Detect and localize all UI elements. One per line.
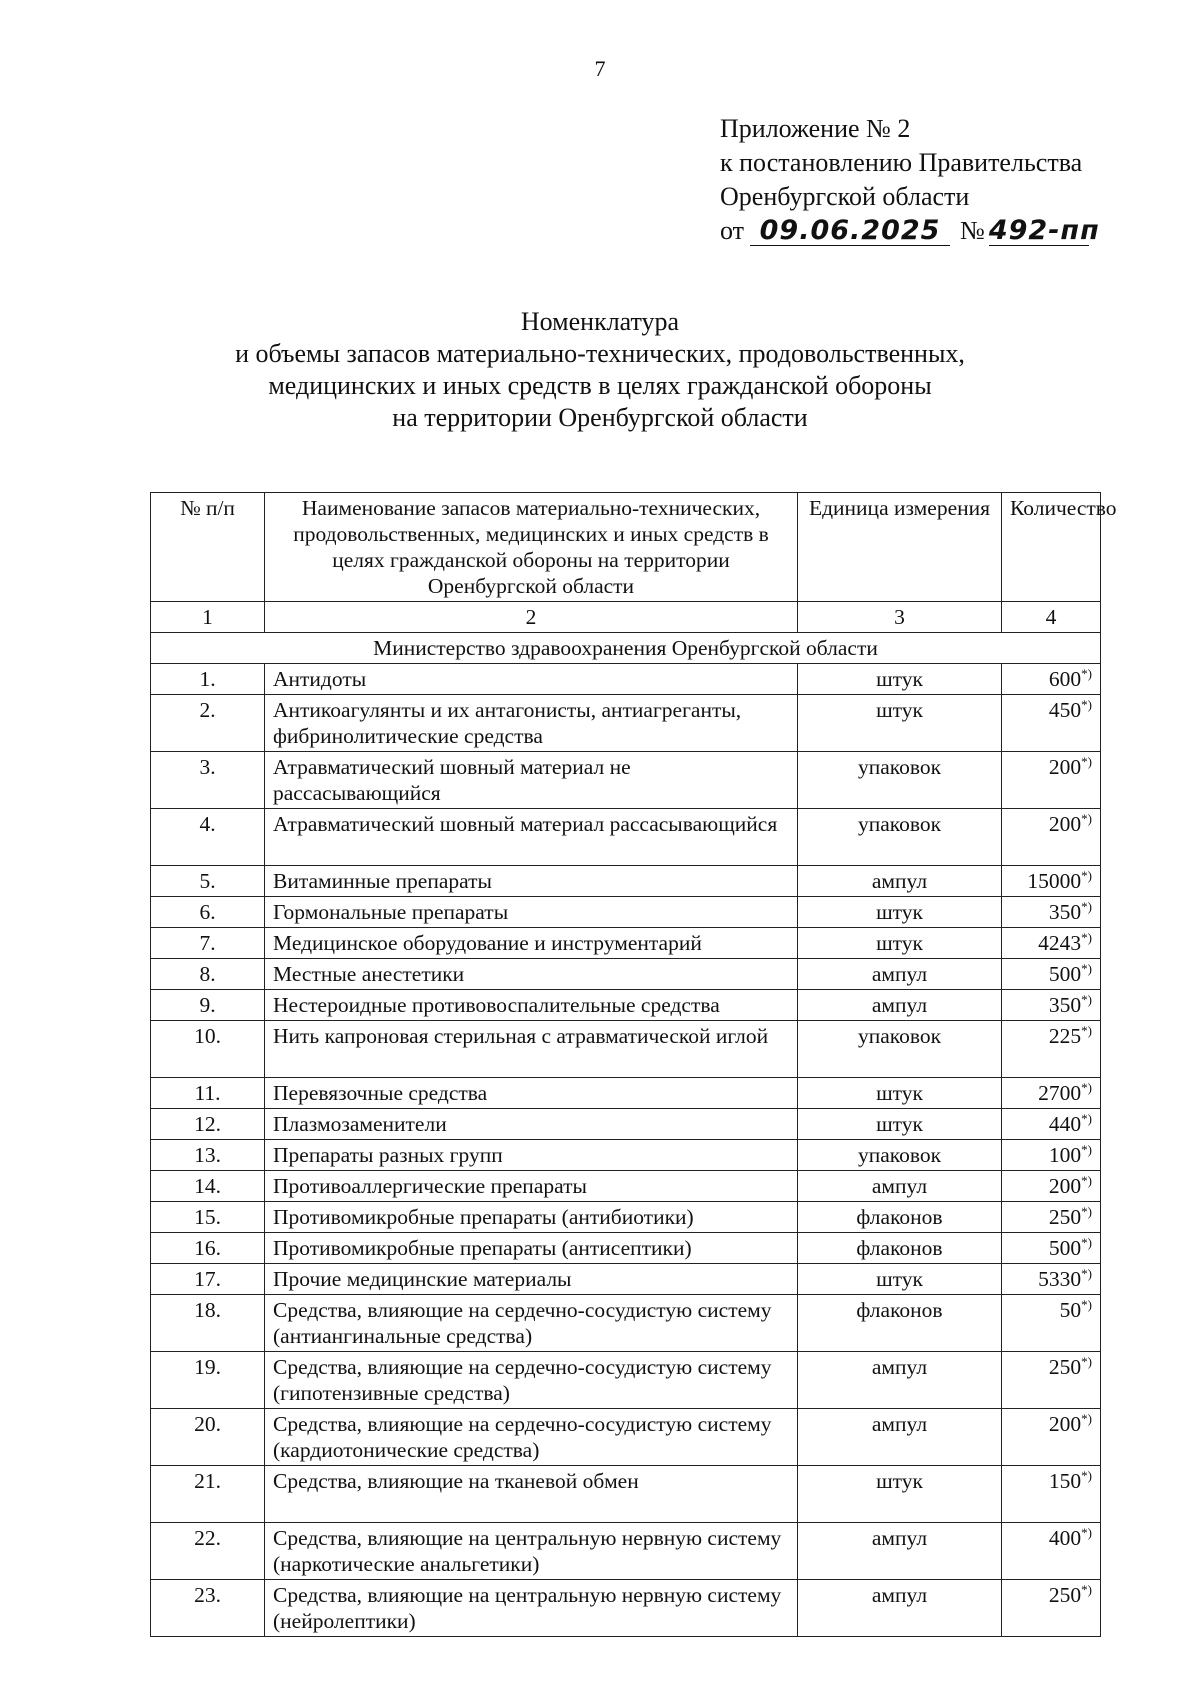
table-row bbox=[151, 664, 1101, 695]
row-name: Нестероидные противовоспалительные средства bbox=[265, 990, 798, 1021]
title-line-1: Номенклатура bbox=[520, 307, 680, 336]
row-number: 13. bbox=[151, 1140, 265, 1171]
quantity-value: 350 bbox=[1048, 900, 1082, 924]
row-unit: штук bbox=[798, 664, 1002, 695]
row-name: Прочие медицинские материалы bbox=[265, 1264, 798, 1295]
handwritten-date: 09.06.2025 bbox=[750, 217, 950, 246]
col-number: 2 bbox=[265, 602, 798, 633]
table-row bbox=[151, 1140, 1101, 1171]
row-number: 16. bbox=[151, 1233, 265, 1264]
row-unit: упаковок bbox=[798, 809, 1002, 866]
quantity-value: 250 bbox=[1048, 1583, 1082, 1607]
row-quantity bbox=[1002, 695, 1101, 752]
row-unit: ампул bbox=[798, 1580, 1002, 1637]
row-quantity bbox=[1002, 1295, 1101, 1352]
table-row bbox=[151, 1202, 1101, 1233]
nomenclature-table bbox=[150, 492, 1117, 1637]
row-number: 10. bbox=[151, 1021, 265, 1078]
table-row bbox=[151, 1264, 1101, 1295]
row-quantity bbox=[1002, 990, 1101, 1021]
row-quantity bbox=[1002, 1264, 1101, 1295]
row-unit: упаковок bbox=[798, 1140, 1002, 1171]
table-row bbox=[151, 1021, 1101, 1078]
footnote-mark: *) bbox=[1081, 1581, 1092, 1597]
row-name: Средства, влияющие на центральную нервную систему (нейролептики) bbox=[265, 1580, 798, 1637]
row-number: 6. bbox=[151, 897, 265, 928]
table-row bbox=[151, 1078, 1101, 1109]
row-quantity bbox=[1002, 1109, 1101, 1140]
section-row bbox=[151, 633, 1101, 664]
row-name: Гормональные препараты bbox=[265, 897, 798, 928]
row-unit: флаконов bbox=[798, 1233, 1002, 1264]
footnote-mark: *) bbox=[1081, 1022, 1092, 1038]
row-name: Препараты разных групп bbox=[265, 1140, 798, 1171]
footnote-mark: *) bbox=[1081, 1079, 1092, 1095]
row-name: Противомикробные препараты (антибиотики) bbox=[265, 1202, 798, 1233]
quantity-value: 500 bbox=[1048, 962, 1082, 986]
row-name: Средства, влияющие на тканевой обмен bbox=[265, 1466, 798, 1523]
row-number: 8. bbox=[151, 959, 265, 990]
footnote-mark: *) bbox=[1081, 696, 1092, 712]
page-number: 7 bbox=[594, 56, 606, 81]
row-quantity bbox=[1002, 1466, 1101, 1523]
table-row bbox=[151, 1523, 1101, 1580]
section-title: Министерство здравоохранения Оренбургской области bbox=[151, 633, 1101, 664]
row-quantity bbox=[1002, 1523, 1101, 1580]
row-number: 18. bbox=[151, 1295, 265, 1352]
document-title bbox=[0, 306, 1200, 434]
row-number: 11. bbox=[151, 1078, 265, 1109]
col-number: 3 bbox=[798, 602, 1002, 633]
row-name: Антикоагулянты и их антагонисты, антиагреганты, фибринолитические средства bbox=[265, 695, 798, 752]
quantity-value: 2700 bbox=[1038, 1081, 1082, 1105]
row-unit: штук bbox=[798, 1109, 1002, 1140]
row-number: 5. bbox=[151, 866, 265, 897]
row-number: 14. bbox=[151, 1171, 265, 1202]
footnote-mark: *) bbox=[1081, 1296, 1092, 1312]
table-row bbox=[151, 866, 1101, 897]
row-number: 12. bbox=[151, 1109, 265, 1140]
footnote-mark: *) bbox=[1081, 665, 1092, 681]
row-quantity bbox=[1002, 1202, 1101, 1233]
appendix-block bbox=[720, 112, 1100, 248]
appendix-title: Приложение № 2 bbox=[720, 114, 911, 143]
footnote-mark: *) bbox=[1081, 1203, 1092, 1219]
quantity-value: 600 bbox=[1048, 667, 1082, 691]
title-line-4: на территории Оренбургской области bbox=[392, 403, 808, 432]
row-number: 22. bbox=[151, 1523, 265, 1580]
table-row bbox=[151, 1109, 1101, 1140]
row-number: 1. bbox=[151, 664, 265, 695]
footnote-mark: *) bbox=[1081, 810, 1092, 826]
footnote-mark: *) bbox=[1081, 1110, 1092, 1126]
appendix-date-line bbox=[720, 214, 1100, 248]
row-quantity bbox=[1002, 1078, 1101, 1109]
row-unit: флаконов bbox=[798, 1295, 1002, 1352]
quantity-value: 200 bbox=[1048, 1412, 1082, 1436]
row-quantity bbox=[1002, 1171, 1101, 1202]
quantity-value: 15000 bbox=[1027, 869, 1082, 893]
row-number: 20. bbox=[151, 1409, 265, 1466]
header-num: № п/п bbox=[151, 493, 265, 602]
row-unit: ампул bbox=[798, 1523, 1002, 1580]
footnote-mark: *) bbox=[1081, 991, 1092, 1007]
row-unit: ампул bbox=[798, 959, 1002, 990]
row-unit: штук bbox=[798, 897, 1002, 928]
quantity-value: 225 bbox=[1048, 1024, 1082, 1048]
row-name: Плазмозаменители bbox=[265, 1109, 798, 1140]
table-row bbox=[151, 1580, 1101, 1637]
quantity-value: 50 bbox=[1059, 1298, 1082, 1322]
row-number: 21. bbox=[151, 1466, 265, 1523]
header-qty: Количество bbox=[1002, 493, 1101, 602]
footnote-mark: *) bbox=[1081, 1234, 1092, 1250]
row-unit: штук bbox=[798, 928, 1002, 959]
row-name: Атравматический шовный материал рассасывающийся bbox=[265, 809, 798, 866]
col-number: 4 bbox=[1002, 602, 1101, 633]
quantity-value: 200 bbox=[1048, 1174, 1082, 1198]
table-row bbox=[151, 897, 1101, 928]
row-name: Местные анестетики bbox=[265, 959, 798, 990]
row-name: Средства, влияющие на сердечно-сосудистую систему (гипотензивные средства) bbox=[265, 1352, 798, 1409]
row-quantity bbox=[1002, 897, 1101, 928]
row-quantity bbox=[1002, 1021, 1101, 1078]
row-name: Нить капроновая стерильная с атравматической иглой bbox=[265, 1021, 798, 1078]
row-number: 17. bbox=[151, 1264, 265, 1295]
footnote-mark: *) bbox=[1081, 753, 1092, 769]
col-number: 1 bbox=[151, 602, 265, 633]
quantity-value: 200 bbox=[1048, 755, 1082, 779]
row-unit: упаковок bbox=[798, 1021, 1002, 1078]
table-row bbox=[151, 1352, 1101, 1409]
footnote-mark: *) bbox=[1081, 1172, 1092, 1188]
row-unit: штук bbox=[798, 1264, 1002, 1295]
table-row bbox=[151, 1295, 1101, 1352]
row-unit: штук bbox=[798, 1466, 1002, 1523]
row-quantity bbox=[1002, 1580, 1101, 1637]
table-row bbox=[151, 1171, 1101, 1202]
quantity-value: 4243 bbox=[1038, 931, 1082, 955]
footnote-mark: *) bbox=[1081, 867, 1092, 883]
quantity-value: 450 bbox=[1048, 698, 1082, 722]
footnote-mark: *) bbox=[1081, 1353, 1092, 1369]
row-unit: флаконов bbox=[798, 1202, 1002, 1233]
footnote-mark: *) bbox=[1081, 1524, 1092, 1540]
row-number: 9. bbox=[151, 990, 265, 1021]
quantity-value: 5330 bbox=[1038, 1267, 1082, 1291]
footnote-mark: *) bbox=[1081, 1410, 1092, 1426]
row-quantity bbox=[1002, 1409, 1101, 1466]
quantity-value: 250 bbox=[1048, 1205, 1082, 1229]
table-row bbox=[151, 959, 1101, 990]
row-quantity bbox=[1002, 866, 1101, 897]
row-number: 23. bbox=[151, 1580, 265, 1637]
title-line-3: медицинских и иных средств в целях гражданской обороны bbox=[268, 371, 932, 400]
row-quantity bbox=[1002, 1140, 1101, 1171]
column-number-row bbox=[151, 602, 1101, 633]
table-row bbox=[151, 928, 1101, 959]
quantity-value: 250 bbox=[1048, 1355, 1082, 1379]
footnote-mark: *) bbox=[1081, 960, 1092, 976]
quantity-value: 100 bbox=[1048, 1143, 1082, 1167]
row-number: 7. bbox=[151, 928, 265, 959]
row-unit: штук bbox=[798, 1078, 1002, 1109]
table-row bbox=[151, 990, 1101, 1021]
appendix-resolution: к постановлению Правительства bbox=[720, 148, 1083, 177]
quantity-value: 400 bbox=[1048, 1526, 1082, 1550]
row-name: Противомикробные препараты (антисептики) bbox=[265, 1233, 798, 1264]
row-number: 2. bbox=[151, 695, 265, 752]
footnote-mark: *) bbox=[1081, 1141, 1092, 1157]
title-line-2: и объемы запасов материально-технических, продовольственных, bbox=[235, 339, 965, 368]
row-name: Противоаллергические препараты bbox=[265, 1171, 798, 1202]
row-quantity bbox=[1002, 1233, 1101, 1264]
table-header-row bbox=[151, 493, 1101, 602]
header-unit: Единица измерения bbox=[798, 493, 1002, 602]
footnote-mark: *) bbox=[1081, 929, 1092, 945]
row-unit: упаковок bbox=[798, 752, 1002, 809]
row-quantity bbox=[1002, 1352, 1101, 1409]
row-quantity bbox=[1002, 752, 1101, 809]
quantity-value: 150 bbox=[1048, 1469, 1082, 1493]
row-name: Перевязочные средства bbox=[265, 1078, 798, 1109]
header-name: Наименование запасов материально-технических, продовольственных, медицинских и иных средств в целях гражданской обороны на территории Оренбургской области bbox=[265, 493, 798, 602]
table-row bbox=[151, 752, 1101, 809]
footnote-mark: *) bbox=[1081, 898, 1092, 914]
quantity-value: 440 bbox=[1048, 1112, 1082, 1136]
row-name: Антидоты bbox=[265, 664, 798, 695]
table-row bbox=[151, 695, 1101, 752]
table-row bbox=[151, 1409, 1101, 1466]
row-unit: ампул bbox=[798, 1409, 1002, 1466]
row-quantity bbox=[1002, 664, 1101, 695]
number-label: № bbox=[960, 216, 985, 245]
row-name: Средства, влияющие на сердечно-сосудистую систему (антиангинальные средства) bbox=[265, 1295, 798, 1352]
table-row bbox=[151, 1466, 1101, 1523]
quantity-value: 200 bbox=[1048, 812, 1082, 836]
footnote-mark: *) bbox=[1081, 1467, 1092, 1483]
row-quantity bbox=[1002, 809, 1101, 866]
table-row bbox=[151, 1233, 1101, 1264]
handwritten-number: 492-пп bbox=[988, 215, 1100, 246]
row-unit: ампул bbox=[798, 866, 1002, 897]
quantity-value: 500 bbox=[1048, 1236, 1082, 1260]
row-number: 19. bbox=[151, 1352, 265, 1409]
row-name: Атравматический шовный материал не рассасывающийся bbox=[265, 752, 798, 809]
row-quantity bbox=[1002, 959, 1101, 990]
row-number: 3. bbox=[151, 752, 265, 809]
row-number: 4. bbox=[151, 809, 265, 866]
row-name: Витаминные препараты bbox=[265, 866, 798, 897]
row-name: Средства, влияющие на центральную нервную систему (наркотические анальгетики) bbox=[265, 1523, 798, 1580]
row-name: Средства, влияющие на сердечно-сосудистую систему (кардиотонические средства) bbox=[265, 1409, 798, 1466]
row-unit: ампул bbox=[798, 1352, 1002, 1409]
from-label: от bbox=[720, 216, 745, 245]
row-unit: штук bbox=[798, 695, 1002, 752]
row-number: 15. bbox=[151, 1202, 265, 1233]
row-unit: ампул bbox=[798, 1171, 1002, 1202]
row-unit: ампул bbox=[798, 990, 1002, 1021]
footnote-mark: *) bbox=[1081, 1265, 1092, 1281]
row-name: Медицинское оборудование и инструментарий bbox=[265, 928, 798, 959]
table-row bbox=[151, 809, 1101, 866]
row-quantity bbox=[1002, 928, 1101, 959]
quantity-value: 350 bbox=[1048, 993, 1082, 1017]
appendix-region: Оренбургской области bbox=[720, 182, 970, 211]
